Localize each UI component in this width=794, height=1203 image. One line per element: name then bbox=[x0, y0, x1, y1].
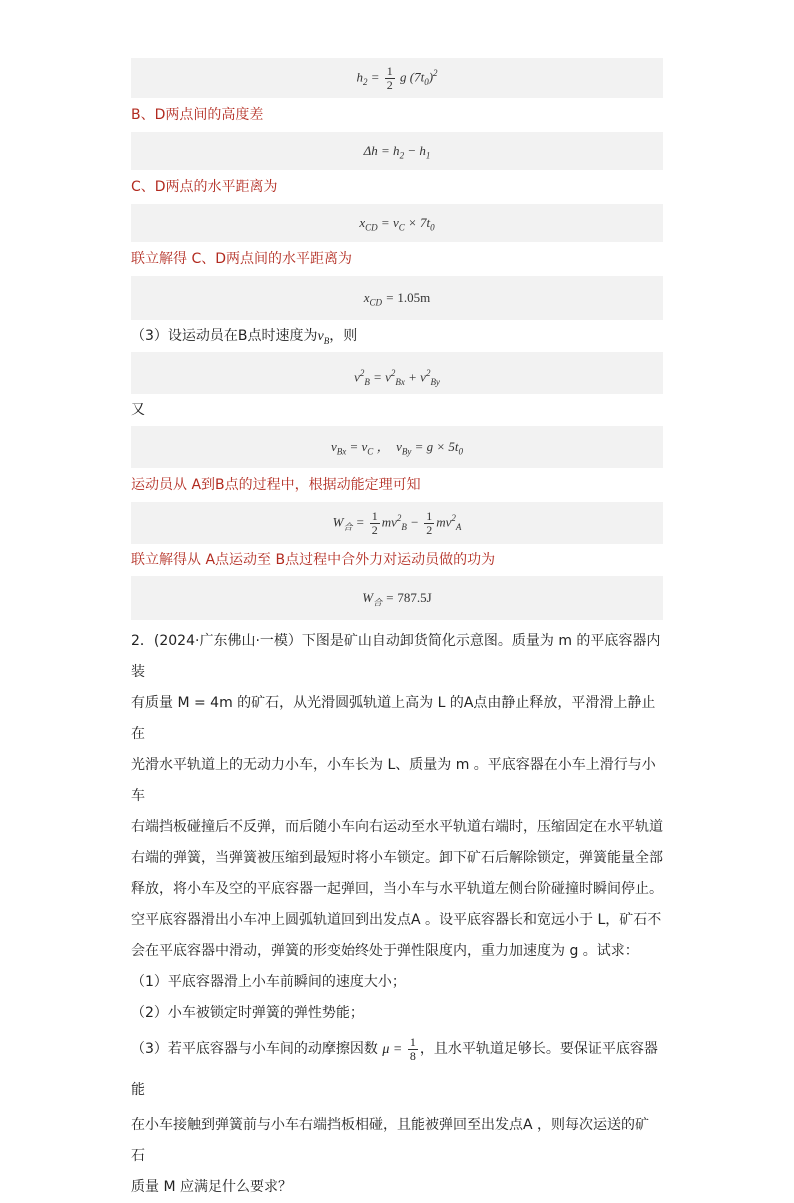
problem-line-1: 2．(2024·广东佛山·一模）下图是矿山自动卸货简化示意图。质量为 m 的平底容器内装 bbox=[131, 633, 661, 680]
problem-line-8: 会在平底容器中滑动，弹簧的形变始终处于弹性限度内，重力加速度为 g 。试求： bbox=[131, 943, 639, 959]
xcd-value: 1.05m bbox=[397, 290, 431, 305]
part3-intro-text: （3）设运动员在B点时速度为 bbox=[131, 328, 318, 344]
text-solve-cd: 联立解得 C、D两点间的水平距离为 bbox=[131, 251, 353, 267]
equation-xcd: $x_{CD} = v_C \times 7t_0$ bbox=[131, 204, 663, 242]
text-bd-height: B、D两点间的高度差 bbox=[131, 107, 264, 123]
page-content bbox=[131, 58, 663, 1203]
work-value: 787.5J bbox=[397, 590, 432, 605]
problem-line-2: 有质量 M = 4m 的矿石，从光滑圆弧轨道上高为 L 的A点由静止释放，平滑滑上静止在 bbox=[131, 695, 656, 742]
question-3-part-a: （3）若平底容器与小车间的动摩擦因数 bbox=[131, 1041, 378, 1057]
equation-work-energy: $W_合$ = $\frac{1}{2}$ $mv^2_B$ − $\frac{1}{2}$ $mv^2_A$ bbox=[131, 502, 663, 544]
text-part3-intro: （3）设运动员在B点时速度为$v_B$，则 bbox=[131, 328, 358, 346]
problem-line-5: 右端的弹簧，当弹簧被压缩到最短时将小车锁定。卸下矿石后解除锁定，弹簧能量全部 bbox=[131, 850, 663, 866]
text-work-solve: 联立解得从 A点运动至 B点过程中合外力对运动员做的功为 bbox=[131, 552, 496, 568]
problem-line-3: 光滑水平轨道上的无动力小车，小车长为 L、质量为 m 。平底容器在小车上滑行与小车 bbox=[131, 757, 656, 804]
question-3-line-2: 在小车接触到弹簧前与小车右端挡板相碰，且能被弹回至出发点A ，则每次运送的矿石 bbox=[131, 1117, 650, 1164]
equation-vbx-vby: $v_{Bx} = v_C$ ， $v_{By} = g \times 5t_0$ bbox=[131, 426, 663, 468]
question-2: （2）小车被锁定时弹簧的弹性势能； bbox=[131, 1005, 364, 1021]
part3-then-text: ，则 bbox=[329, 328, 358, 344]
mu-equation: μ = $\frac{1}{8}$ bbox=[382, 1035, 416, 1064]
question-3-line-3: 质量 M 应满足什么要求？ bbox=[131, 1179, 292, 1195]
text-energy-theorem: 运动员从 A到B点的过程中，根据动能定理可知 bbox=[131, 477, 421, 493]
equation-h2: $h_2$ = $\frac{1}{2}$ g $(7t_0)^2$ bbox=[131, 58, 663, 98]
equation-vb-squared: $v^2_B = v^2_{Bx} + v^2_{By}$ bbox=[131, 352, 663, 394]
question-1: （1）平底容器滑上小车前瞬间的速度大小； bbox=[131, 974, 406, 990]
problem-line-7: 空平底容器滑出小车冲上圆弧轨道回到出发点A 。设平底容器长和宽远小于 L，矿石不 bbox=[131, 912, 662, 928]
equation-delta-h: $\Delta h = h_2 - h_1$ bbox=[131, 132, 663, 170]
text-cd-distance: C、D两点的水平距离为 bbox=[131, 179, 278, 195]
equation-xcd-value: $x_{CD} = 1.05m$ bbox=[131, 276, 663, 320]
problem-2 bbox=[131, 626, 663, 1203]
equation-work-value: $W_合 = 787.5J$ bbox=[131, 576, 663, 620]
question-3-part-b: ，且水平轨道足够长。要保证平底容器能 bbox=[131, 1041, 658, 1098]
text-you: 又 bbox=[131, 402, 145, 418]
question-3-line-1 bbox=[131, 1029, 663, 1110]
problem-line-4: 右端挡板碰撞后不反弹，而后随小车向右运动至水平轨道右端时，压缩固定在水平轨道 bbox=[131, 819, 663, 835]
problem-line-6: 释放，将小车及空的平底容器一起弹回，当小车与水平轨道左侧台阶碰撞时瞬间停止。 bbox=[131, 881, 663, 897]
